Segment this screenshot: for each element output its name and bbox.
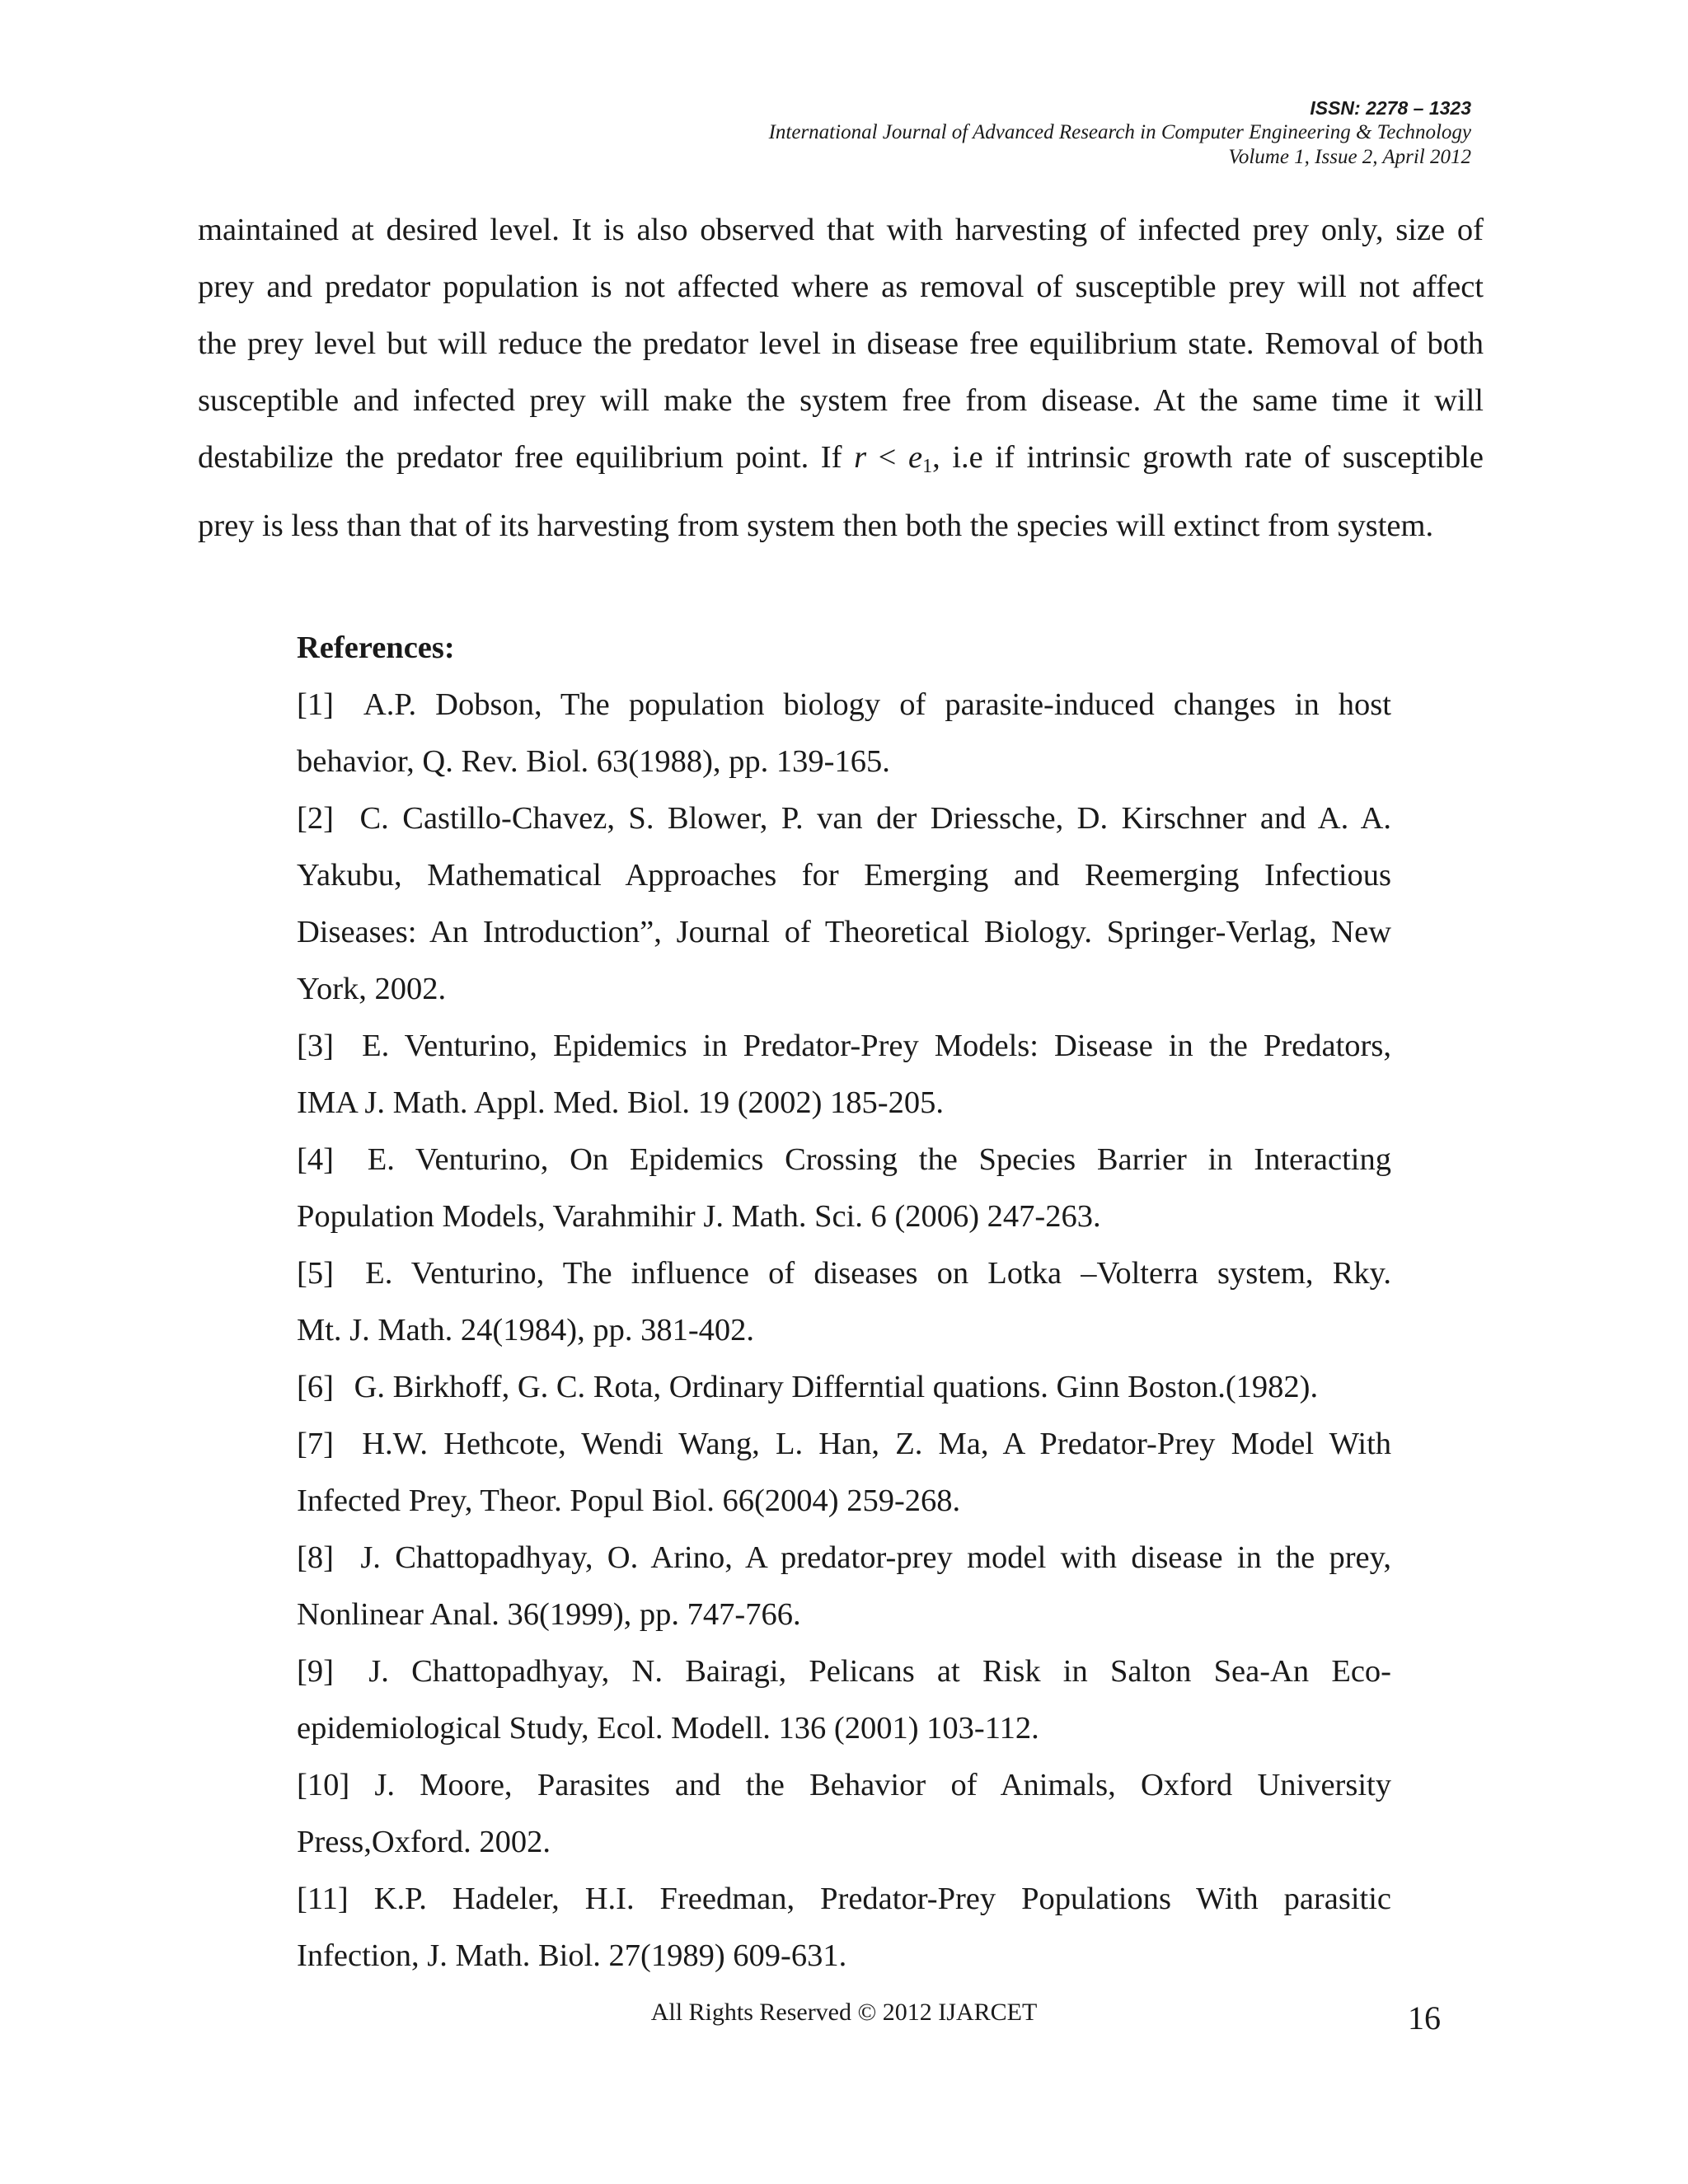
paragraph-text: , i.e if intrinsic growth rate of susceptible (932, 440, 1484, 475)
reference-line (297, 1245, 1391, 1302)
reference-line (297, 1871, 1391, 1928)
reference-number: [1] (297, 687, 334, 722)
math-var-r: r (854, 440, 867, 475)
reference-text: E. Venturino, The influence of diseases on Lotka –Volterra system, Rky. (365, 1256, 1392, 1291)
reference-number: [8] (297, 1540, 334, 1575)
reference-text: behavior, Q. Rev. Biol. 63(1988), pp. 139-165. (297, 744, 890, 779)
reference-text: J. Chattopadhyay, N. Bairagi, Pelicans at Risk in Salton Sea-An Eco- (368, 1654, 1392, 1689)
reference-text: epidemiological Study, Ecol. Modell. 136 (2001) 103-112. (297, 1711, 1039, 1746)
reference-number: [4] (297, 1142, 334, 1177)
reference-number: [7] (297, 1427, 334, 1461)
page-number: 16 (1408, 1999, 1441, 2036)
reference-text: J. Chattopadhyay, O. Arino, A predator-prey model with disease in the prey, (360, 1540, 1392, 1575)
paragraph-line: maintained at desired level. It is also observed that with harvesting of infected prey only, size of (198, 213, 1484, 247)
math-less-than: < (866, 440, 908, 475)
footer-copyright: All Rights Reserved © 2012 IJARCET (650, 1999, 1038, 2026)
reference-line (297, 1586, 1391, 1643)
reference-line (297, 790, 1391, 847)
paragraph-text: destabilize the predator free equilibrium point. If (198, 440, 855, 475)
reference-item (297, 1245, 1391, 1359)
math-var-e: e (907, 440, 923, 475)
reference-line (297, 1018, 1391, 1075)
reference-list (297, 677, 1391, 1985)
reference-text: E. Venturino, On Epidemics Crossing the Species Barrier in Interacting (367, 1142, 1391, 1177)
reference-text: Population Models, Varahmihir J. Math. Sci. 6 (2006) 247-263. (297, 1199, 1101, 1234)
reference-number: [10] (297, 1768, 350, 1802)
reference-text: Yakubu, Mathematical Approaches for Emerging and Reemerging Infectious (297, 858, 1391, 893)
reference-item (297, 1530, 1391, 1643)
reference-text: Infection, J. Math. Biol. 27(1989) 609-631. (297, 1938, 847, 1973)
reference-text: Press,Oxford. 2002. (297, 1825, 551, 1859)
paragraph-line: prey is less than that of its harvesting from system then both the species will extinct from system. (198, 509, 1434, 543)
reference-number: [9] (297, 1654, 334, 1689)
reference-text: H.W. Hethcote, Wendi Wang, L. Han, Z. Ma, A Predator-Prey Model With (362, 1427, 1392, 1461)
paragraph-line-with-math (198, 429, 1484, 486)
reference-line (297, 1416, 1391, 1473)
references-heading: References: (297, 630, 455, 665)
reference-number: [11] (297, 1882, 349, 1916)
reference-number: [6] (297, 1370, 334, 1404)
reference-line (297, 847, 1391, 904)
inline-math (854, 440, 932, 475)
reference-line (297, 1188, 1391, 1245)
reference-text: Mt. J. Math. 24(1984), pp. 381-402. (297, 1313, 755, 1347)
reference-text: A.P. Dobson, The population biology of parasite-induced changes in host (363, 687, 1391, 722)
reference-line (297, 961, 1391, 1018)
reference-line (297, 1814, 1391, 1871)
reference-line (297, 1643, 1391, 1700)
reference-line (297, 733, 1391, 790)
reference-line (297, 1075, 1391, 1132)
reference-line (297, 1302, 1391, 1359)
reference-line (297, 677, 1391, 733)
reference-text: IMA J. Math. Appl. Med. Biol. 19 (2002) 185-205. (297, 1085, 944, 1120)
reference-line (297, 1757, 1391, 1814)
paragraph-line: the prey level but will reduce the predator level in disease free equilibrium state. Removal of both (198, 326, 1484, 361)
reference-number: [2] (297, 801, 334, 836)
reference-line (297, 1928, 1391, 1985)
reference-line (297, 904, 1391, 961)
reference-item (297, 677, 1391, 790)
journal-title: International Journal of Advanced Research in Computer Engineering & Technology (768, 121, 1471, 143)
reference-text: Nonlinear Anal. 36(1999), pp. 747-766. (297, 1597, 801, 1632)
reference-item (297, 1359, 1391, 1416)
references-section (297, 620, 1391, 1985)
reference-text: J. Moore, Parasites and the Behavior of Animals, Oxford University (374, 1768, 1391, 1802)
reference-text: C. Castillo-Chavez, S. Blower, P. van der Driessche, D. Kirschner and A. A. (359, 801, 1392, 836)
reference-line (297, 1700, 1391, 1757)
reference-item (297, 1757, 1391, 1871)
reference-line (297, 1132, 1391, 1188)
reference-line (297, 1530, 1391, 1586)
reference-item (297, 1643, 1391, 1757)
reference-line (297, 1473, 1391, 1530)
paragraph-line: prey and predator population is not affected where as removal of susceptible prey will not affect (198, 269, 1484, 304)
math-subscript: 1 (922, 456, 933, 477)
reference-item (297, 1018, 1391, 1132)
reference-item (297, 1416, 1391, 1530)
issn-label: ISSN: 2278 – 1323 (1310, 97, 1471, 119)
reference-text: E. Venturino, Epidemics in Predator-Prey Models: Disease in the Predators, (362, 1029, 1391, 1063)
reference-item (297, 1132, 1391, 1245)
reference-number: [3] (297, 1029, 334, 1063)
reference-item (297, 1871, 1391, 1985)
reference-text: K.P. Hadeler, H.I. Freedman, Predator-Prey Populations With parasitic (373, 1882, 1391, 1916)
journal-header (769, 96, 1471, 170)
reference-item (297, 790, 1391, 1018)
volume-info: Volume 1, Issue 2, April 2012 (1228, 146, 1471, 168)
reference-text: Diseases: An Introduction”, Journal of Theoretical Biology. Springer-Verlag, New (297, 915, 1391, 949)
paragraph-line: susceptible and infected prey will make the system free from disease. At the same time it will (198, 383, 1484, 418)
conclusion-paragraph (198, 202, 1484, 555)
reference-number: [5] (297, 1256, 334, 1291)
reference-text: Infected Prey, Theor. Popul Biol. 66(2004) 259-268. (297, 1483, 961, 1518)
reference-line (297, 1359, 1391, 1416)
reference-text: G. Birkhoff, G. C. Rota, Ordinary Differntial quations. Ginn Boston.(1982). (354, 1370, 1319, 1404)
reference-text: York, 2002. (297, 972, 447, 1006)
